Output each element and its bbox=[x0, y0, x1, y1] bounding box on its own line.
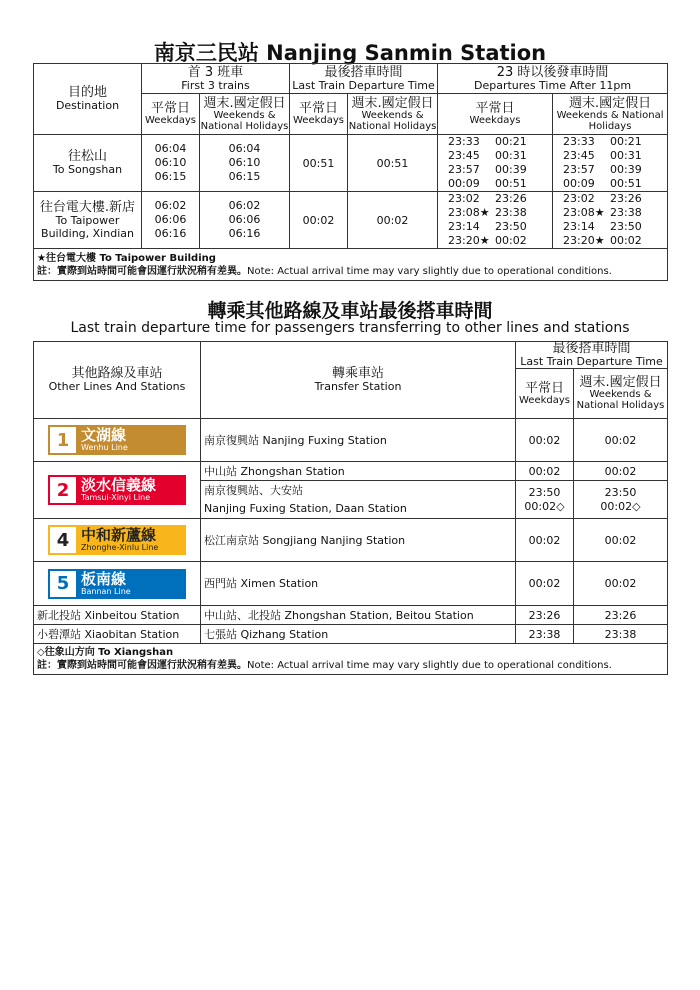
time-entry: 06:02 bbox=[154, 199, 187, 212]
time-entry: 06:16 bbox=[154, 227, 187, 240]
line-badge-tamsui-xinyi bbox=[48, 475, 186, 505]
last-weekdays: 23:26 bbox=[516, 606, 574, 625]
time-entry: 06:04 bbox=[228, 142, 261, 155]
transfer-station: 松江南京站 Songjiang Nanjing Station bbox=[201, 519, 516, 562]
last-train-header: 最後搭車時間 Last Train Departure Time bbox=[290, 64, 438, 94]
last-weekdays: 00:02 bbox=[516, 462, 574, 481]
line-name-en: Wenhu Line bbox=[81, 443, 128, 452]
after-weekdays bbox=[438, 192, 553, 249]
last-weekdays: 00:02 bbox=[516, 419, 574, 462]
time-entry: 23:50 bbox=[610, 220, 642, 233]
station-header: 轉乘車站 Transfer Station bbox=[201, 342, 516, 419]
time-entry: 00:21 bbox=[610, 135, 642, 148]
star-note: ★往台電大樓 To Taipower Building bbox=[37, 252, 216, 264]
time-entry: 23:57 bbox=[448, 163, 480, 176]
time-entry: 00:21 bbox=[495, 135, 527, 148]
first-weekends bbox=[200, 135, 290, 192]
line-cell bbox=[34, 562, 201, 606]
table-row bbox=[34, 606, 668, 625]
time-entry: 23:38 bbox=[610, 206, 642, 219]
last-weekdays: 00:02 bbox=[516, 519, 574, 562]
destination-station: 新北投站 Xinbeitou Station bbox=[34, 606, 201, 625]
weekdays-header: 平常日 Weekdays bbox=[142, 94, 200, 135]
weekends-header: 週末.國定假日 Weekends & National Holidays bbox=[200, 94, 290, 135]
time-entry: 23:38 bbox=[495, 206, 527, 219]
line-cell bbox=[34, 419, 201, 462]
time-entry: 23:50 bbox=[495, 220, 527, 233]
last-weekends: 00:02 bbox=[574, 419, 668, 462]
diamond-note: ◇往象山方向 To Xiangshan bbox=[37, 647, 174, 658]
weekdays-header: 平常日 Weekdays bbox=[290, 94, 348, 135]
time-entry: 06:06 bbox=[154, 213, 187, 226]
time-entry: 23:20★ bbox=[448, 234, 490, 247]
line-name-cn: 淡水信義線 bbox=[81, 476, 157, 494]
line-cell bbox=[34, 519, 201, 562]
time-entry: 00:51 bbox=[495, 177, 527, 190]
last-weekends: 00:51 bbox=[348, 135, 438, 192]
time-entry: 06:10 bbox=[228, 156, 261, 169]
time-entry: 06:15 bbox=[154, 170, 187, 183]
transfer-station: 中山站、北投站 Zhongshan Station, Beitou Station bbox=[201, 606, 516, 625]
time-entry: 23:20★ bbox=[563, 234, 605, 247]
time-entry: 00:39 bbox=[495, 163, 527, 176]
line-badge-wenhu bbox=[48, 425, 186, 455]
transfer-station: 七張站 Qizhang Station bbox=[201, 625, 516, 644]
table-row bbox=[34, 419, 668, 462]
table-row bbox=[34, 462, 668, 481]
line-name-en: Tamsui-Xinyi Line bbox=[81, 493, 151, 502]
time-entry: 00:39 bbox=[610, 163, 642, 176]
time-entry: 06:04 bbox=[154, 142, 187, 155]
transfer-notes bbox=[34, 644, 668, 675]
weekends-header: 週末.國定假日 Weekends & National Holidays bbox=[553, 94, 668, 135]
transfer-subtitle: Last train departure time for passengers transferring to other lines and stations bbox=[70, 320, 630, 336]
last-weekends: 00:02 bbox=[348, 192, 438, 249]
time-entry: 23:45 bbox=[563, 149, 595, 162]
time-entry: 23:02 bbox=[563, 192, 595, 205]
first3-header: 首 3 班車 First 3 trains bbox=[142, 64, 290, 94]
first-weekdays bbox=[142, 192, 200, 249]
table-row bbox=[34, 562, 668, 606]
first-weekends bbox=[200, 192, 290, 249]
time-entry: 23:45 bbox=[448, 149, 480, 162]
time-entry: 06:15 bbox=[228, 170, 261, 183]
time-entry: 00:09 bbox=[563, 177, 595, 190]
after11-header: 23 時以後發車時間 Departures Time After 11pm bbox=[438, 64, 668, 94]
time-entry: 23:14 bbox=[448, 220, 480, 233]
line-badge-bannan bbox=[48, 569, 186, 599]
last-weekends bbox=[574, 481, 668, 519]
line-name-cn: 板南線 bbox=[81, 569, 127, 588]
after-weekdays bbox=[438, 135, 553, 192]
last-weekends: 00:02 bbox=[574, 562, 668, 606]
line-number: 5 bbox=[50, 571, 76, 597]
last-weekends: 00:02 bbox=[574, 519, 668, 562]
last-weekdays: 00:02 bbox=[290, 192, 348, 249]
destination-cell: 往台電大樓.新店 To Taipower Building, Xindian bbox=[34, 192, 142, 249]
line-number: 1 bbox=[50, 427, 76, 453]
line-name-cn: 文湖線 bbox=[81, 426, 127, 444]
note-en: Note: Actual arrival time may vary slightly due to operational conditions. bbox=[247, 265, 612, 277]
transfer-station: 南京復興站、大安站 Nanjing Fuxing Station, Daan Station bbox=[201, 481, 516, 519]
time-entry: 23:26 bbox=[495, 192, 527, 205]
line-cell bbox=[34, 462, 201, 519]
line-name-en: Zhonghe-Xinlu Line bbox=[81, 543, 159, 552]
time-entry: 06:06 bbox=[228, 213, 261, 226]
time-entry: 23:33 bbox=[448, 135, 480, 148]
destination-station: 小碧潭站 Xiaobitan Station bbox=[34, 625, 201, 644]
table-row bbox=[34, 192, 668, 249]
last-weekdays: 23:38 bbox=[516, 625, 574, 644]
time-entry: 00:02 bbox=[610, 234, 642, 247]
weekends-header: 週末.國定假日 Weekends & National Holidays bbox=[574, 369, 668, 419]
line-name-cn: 中和新蘆線 bbox=[81, 526, 157, 544]
table-row bbox=[34, 135, 668, 192]
last-weekdays: 00:02 bbox=[516, 562, 574, 606]
last-weekends: 00:02 bbox=[574, 462, 668, 481]
time-entry: 00:51 bbox=[610, 177, 642, 190]
note-cn: 註：實際到站時間可能會因運行狀況稍有差異。 bbox=[37, 265, 247, 277]
time-entry: 23:08★ bbox=[448, 206, 490, 219]
note-cn: 註：實際到站時間可能會因運行狀況稍有差異。 bbox=[37, 660, 247, 671]
transfer-station: 南京復興站 Nanjing Fuxing Station bbox=[201, 419, 516, 462]
time-entry: 06:10 bbox=[154, 156, 187, 169]
time-entry: 23:50 bbox=[528, 485, 561, 499]
table-row bbox=[34, 519, 668, 562]
transfer-station: 西門站 Ximen Station bbox=[201, 562, 516, 606]
time-entry: 00:09 bbox=[448, 177, 480, 190]
time-entry: 06:16 bbox=[228, 227, 261, 240]
timetable-notes bbox=[34, 249, 668, 281]
line-badge-zhonghe-xinlu bbox=[48, 525, 186, 555]
last-weekdays bbox=[516, 481, 574, 519]
page-title: 南京三民站 Nanjing Sanmin Station bbox=[153, 41, 547, 65]
time-entry: 23:26 bbox=[610, 192, 642, 205]
time-entry: 23:08★ bbox=[563, 206, 605, 219]
table-row bbox=[34, 625, 668, 644]
time-entry: 00:31 bbox=[610, 149, 642, 162]
last-weekends: 23:26 bbox=[574, 606, 668, 625]
time-entry: 23:50 bbox=[604, 485, 637, 499]
time-entry: 23:33 bbox=[563, 135, 595, 148]
weekends-header: 週末.國定假日 Weekends & National Holidays bbox=[348, 94, 438, 135]
destination-header: 目的地 Destination bbox=[34, 64, 142, 135]
line-number: 4 bbox=[50, 527, 76, 553]
transfer-table bbox=[33, 341, 668, 675]
note-en: Note: Actual arrival time may vary slightly due to operational conditions. bbox=[247, 660, 612, 671]
last-weekends: 23:38 bbox=[574, 625, 668, 644]
transfer-title: 轉乘其他路線及車站最後搭車時間 bbox=[207, 300, 493, 322]
after-weekends bbox=[553, 135, 668, 192]
first-weekdays bbox=[142, 135, 200, 192]
transfer-station: 中山站 Zhongshan Station bbox=[201, 462, 516, 481]
time-entry: 23:14 bbox=[563, 220, 595, 233]
time-entry: 23:02 bbox=[448, 192, 480, 205]
last-train-header: 最後搭車時間 Last Train Departure Time bbox=[516, 342, 668, 369]
after-weekends bbox=[553, 192, 668, 249]
time-entry: 00:02 bbox=[495, 234, 527, 247]
line-number: 2 bbox=[50, 477, 76, 503]
line-name-en: Bannan Line bbox=[81, 586, 131, 596]
weekdays-header: 平常日 Weekdays bbox=[516, 369, 574, 419]
timetable bbox=[33, 63, 668, 281]
time-entry: 06:02 bbox=[228, 199, 261, 212]
lines-header: 其他路線及車站 Other Lines And Stations bbox=[34, 342, 201, 419]
time-entry: 00:31 bbox=[495, 149, 527, 162]
last-weekdays: 00:51 bbox=[290, 135, 348, 192]
time-entry: 00:02◇ bbox=[524, 499, 565, 513]
time-entry: 00:02◇ bbox=[600, 499, 641, 513]
destination-cell: 往松山 To Songshan bbox=[34, 135, 142, 192]
time-entry: 23:57 bbox=[563, 163, 595, 176]
weekdays-header: 平常日 Weekdays bbox=[438, 94, 553, 135]
